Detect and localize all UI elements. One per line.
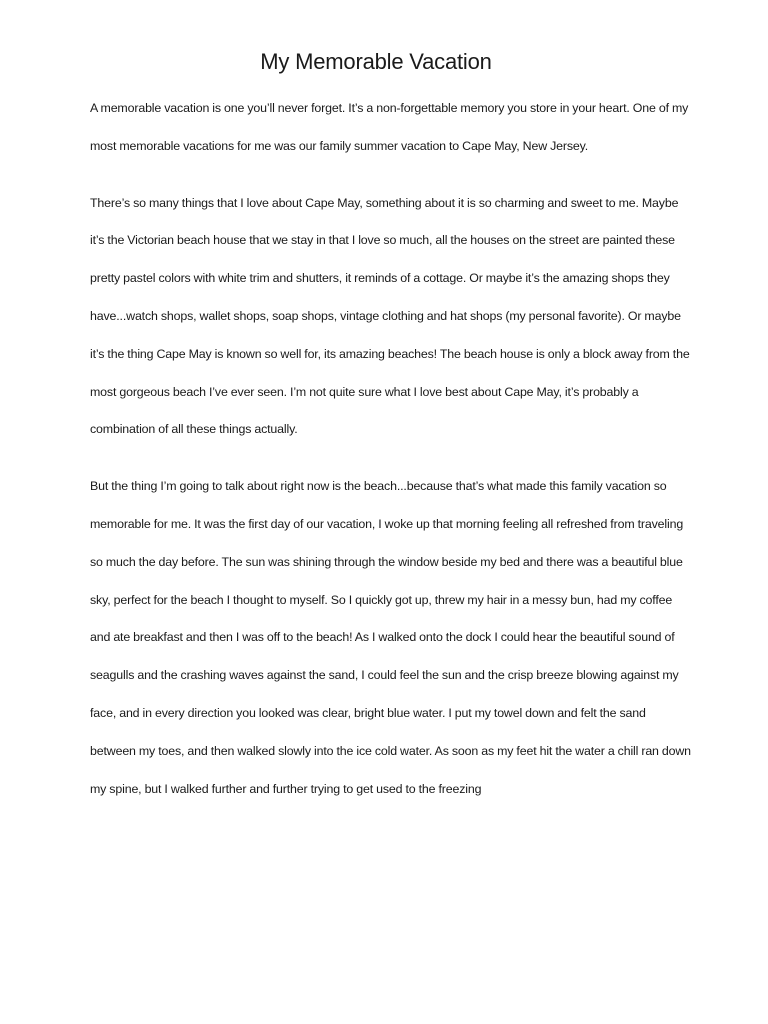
paragraph-intro: A memorable vacation is one you’ll never forget. It’s a non-forgettable memory you store in your heart. One of my most memorable vacations for me was our family summer vacation to Cape May, New Jersey. — [90, 101, 689, 153]
document-body — [90, 90, 694, 808]
paragraph-beach: But the thing I’m going to talk about right now is the beach...because that’s what made this family vacation so memorable for me. It was the first day of our vacation, I woke up that morning feeling all refreshed from traveling so much the day before. The sun was shining through the window beside my bed and there was a beautiful blue sky, perfect for the beach I thought to myself. So I quickly got up, threw my hair in a messy bun, had my coffee and ate breakfast and then I was off to the beach! As I walked onto the dock I could hear the beautiful sound of seagulls and the crashing waves against the sand, I could feel the sun and the crisp breeze blowing against my face, and in every direction you looked was clear, bright blue water. I put my towel down and felt the sand between my toes, and then walked slowly into the ice cold water. As soon as my feet hit the water a chill ran down my spine, but I walked further and further trying to get used to the freezing — [90, 479, 691, 796]
document-title: My Memorable Vacation — [260, 49, 492, 74]
paragraph-cape-may: There’s so many things that I love about Cape May, something about it is so charming and sweet to me. Maybe it’s the Victorian beach house that we stay in that I love so much, all the houses on the street are painted these pretty pastel colors with white trim and shutters, it reminds of a cottage. Or maybe it’s the amazing shops they have...watch shops, wallet shops, soap shops, vintage clothing and hat shops (my personal favorite). Or maybe it’s the thing Cape May is known so well for, its amazing beaches! The beach house is only a block away from the most gorgeous beach I’ve ever seen. I’m not quite sure what I love best about Cape May, it’s probably a combination of all these things actually. — [90, 195, 690, 437]
